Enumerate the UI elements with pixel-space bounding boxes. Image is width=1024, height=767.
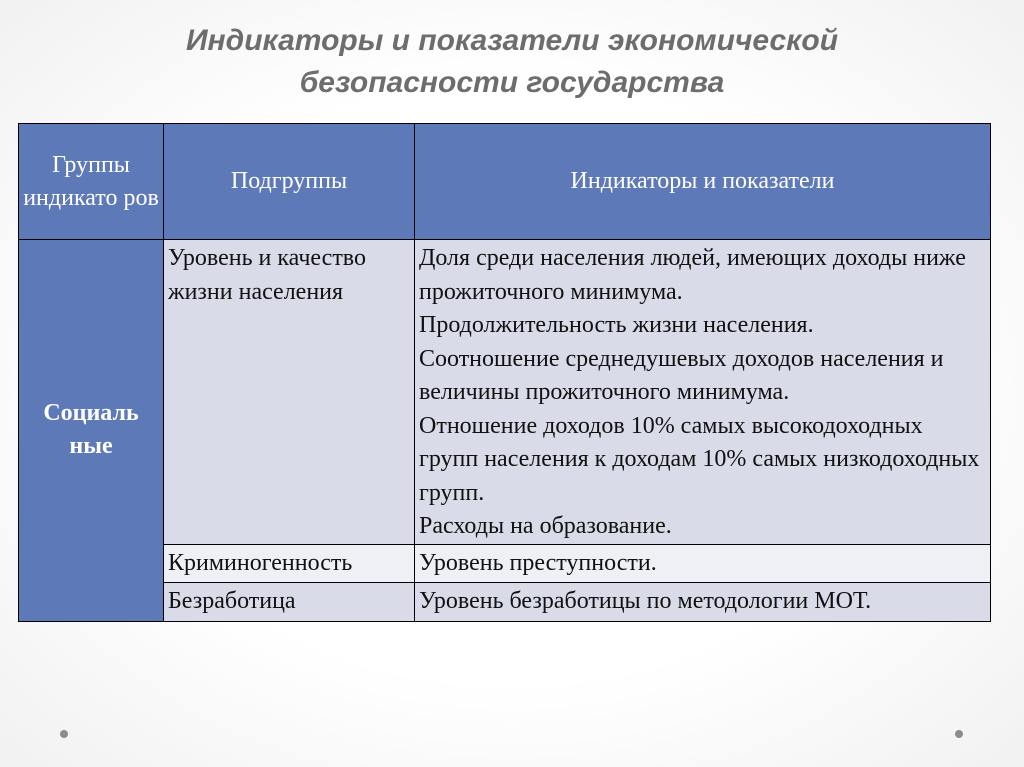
header-indicators: Индикаторы и показатели (415, 124, 991, 240)
indicators-cell (415, 240, 991, 545)
indicator-item: Отношение доходов 10% самых высокодоходных групп населения к доходам 10% самых низкодоходных групп. (419, 412, 980, 506)
indicator-item: Расходы на образование. (419, 513, 672, 539)
header-groups: Группы индикато ров (19, 124, 164, 240)
slide-title (0, 20, 1024, 104)
slide-title-line-2: безопасности государства (299, 66, 725, 99)
indicator-item: Продолжительность жизни населения. (419, 312, 814, 338)
subgroup-cell: Уровень и качество жизни населения (164, 240, 415, 545)
slide-title-line-1: Индикаторы и показатели экономической (185, 24, 839, 57)
header-subgroups: Подгруппы (164, 124, 415, 240)
table-header-row (19, 124, 991, 240)
table-row (19, 240, 991, 545)
group-cell-social: Социаль ные (19, 240, 164, 622)
indicator-item: Уровень безработицы по методологии МОТ. (419, 588, 872, 614)
indicators-cell (415, 583, 991, 622)
indicators-table (18, 123, 991, 622)
decorative-dot-left (60, 730, 68, 738)
indicators-cell (415, 544, 991, 583)
table-row (19, 544, 991, 583)
subgroup-cell: Безработица (164, 583, 415, 622)
indicator-item: Доля среди населения людей, имеющих доходы ниже прожиточного минимума. (419, 245, 966, 305)
indicator-item: Уровень преступности. (419, 549, 657, 576)
subgroup-cell: Криминогенность (164, 544, 415, 583)
indicator-item: Соотношение среднедушевых доходов населения и величины прожиточного минимума. (419, 345, 944, 405)
table-row (19, 583, 991, 622)
decorative-dot-right (955, 730, 963, 738)
